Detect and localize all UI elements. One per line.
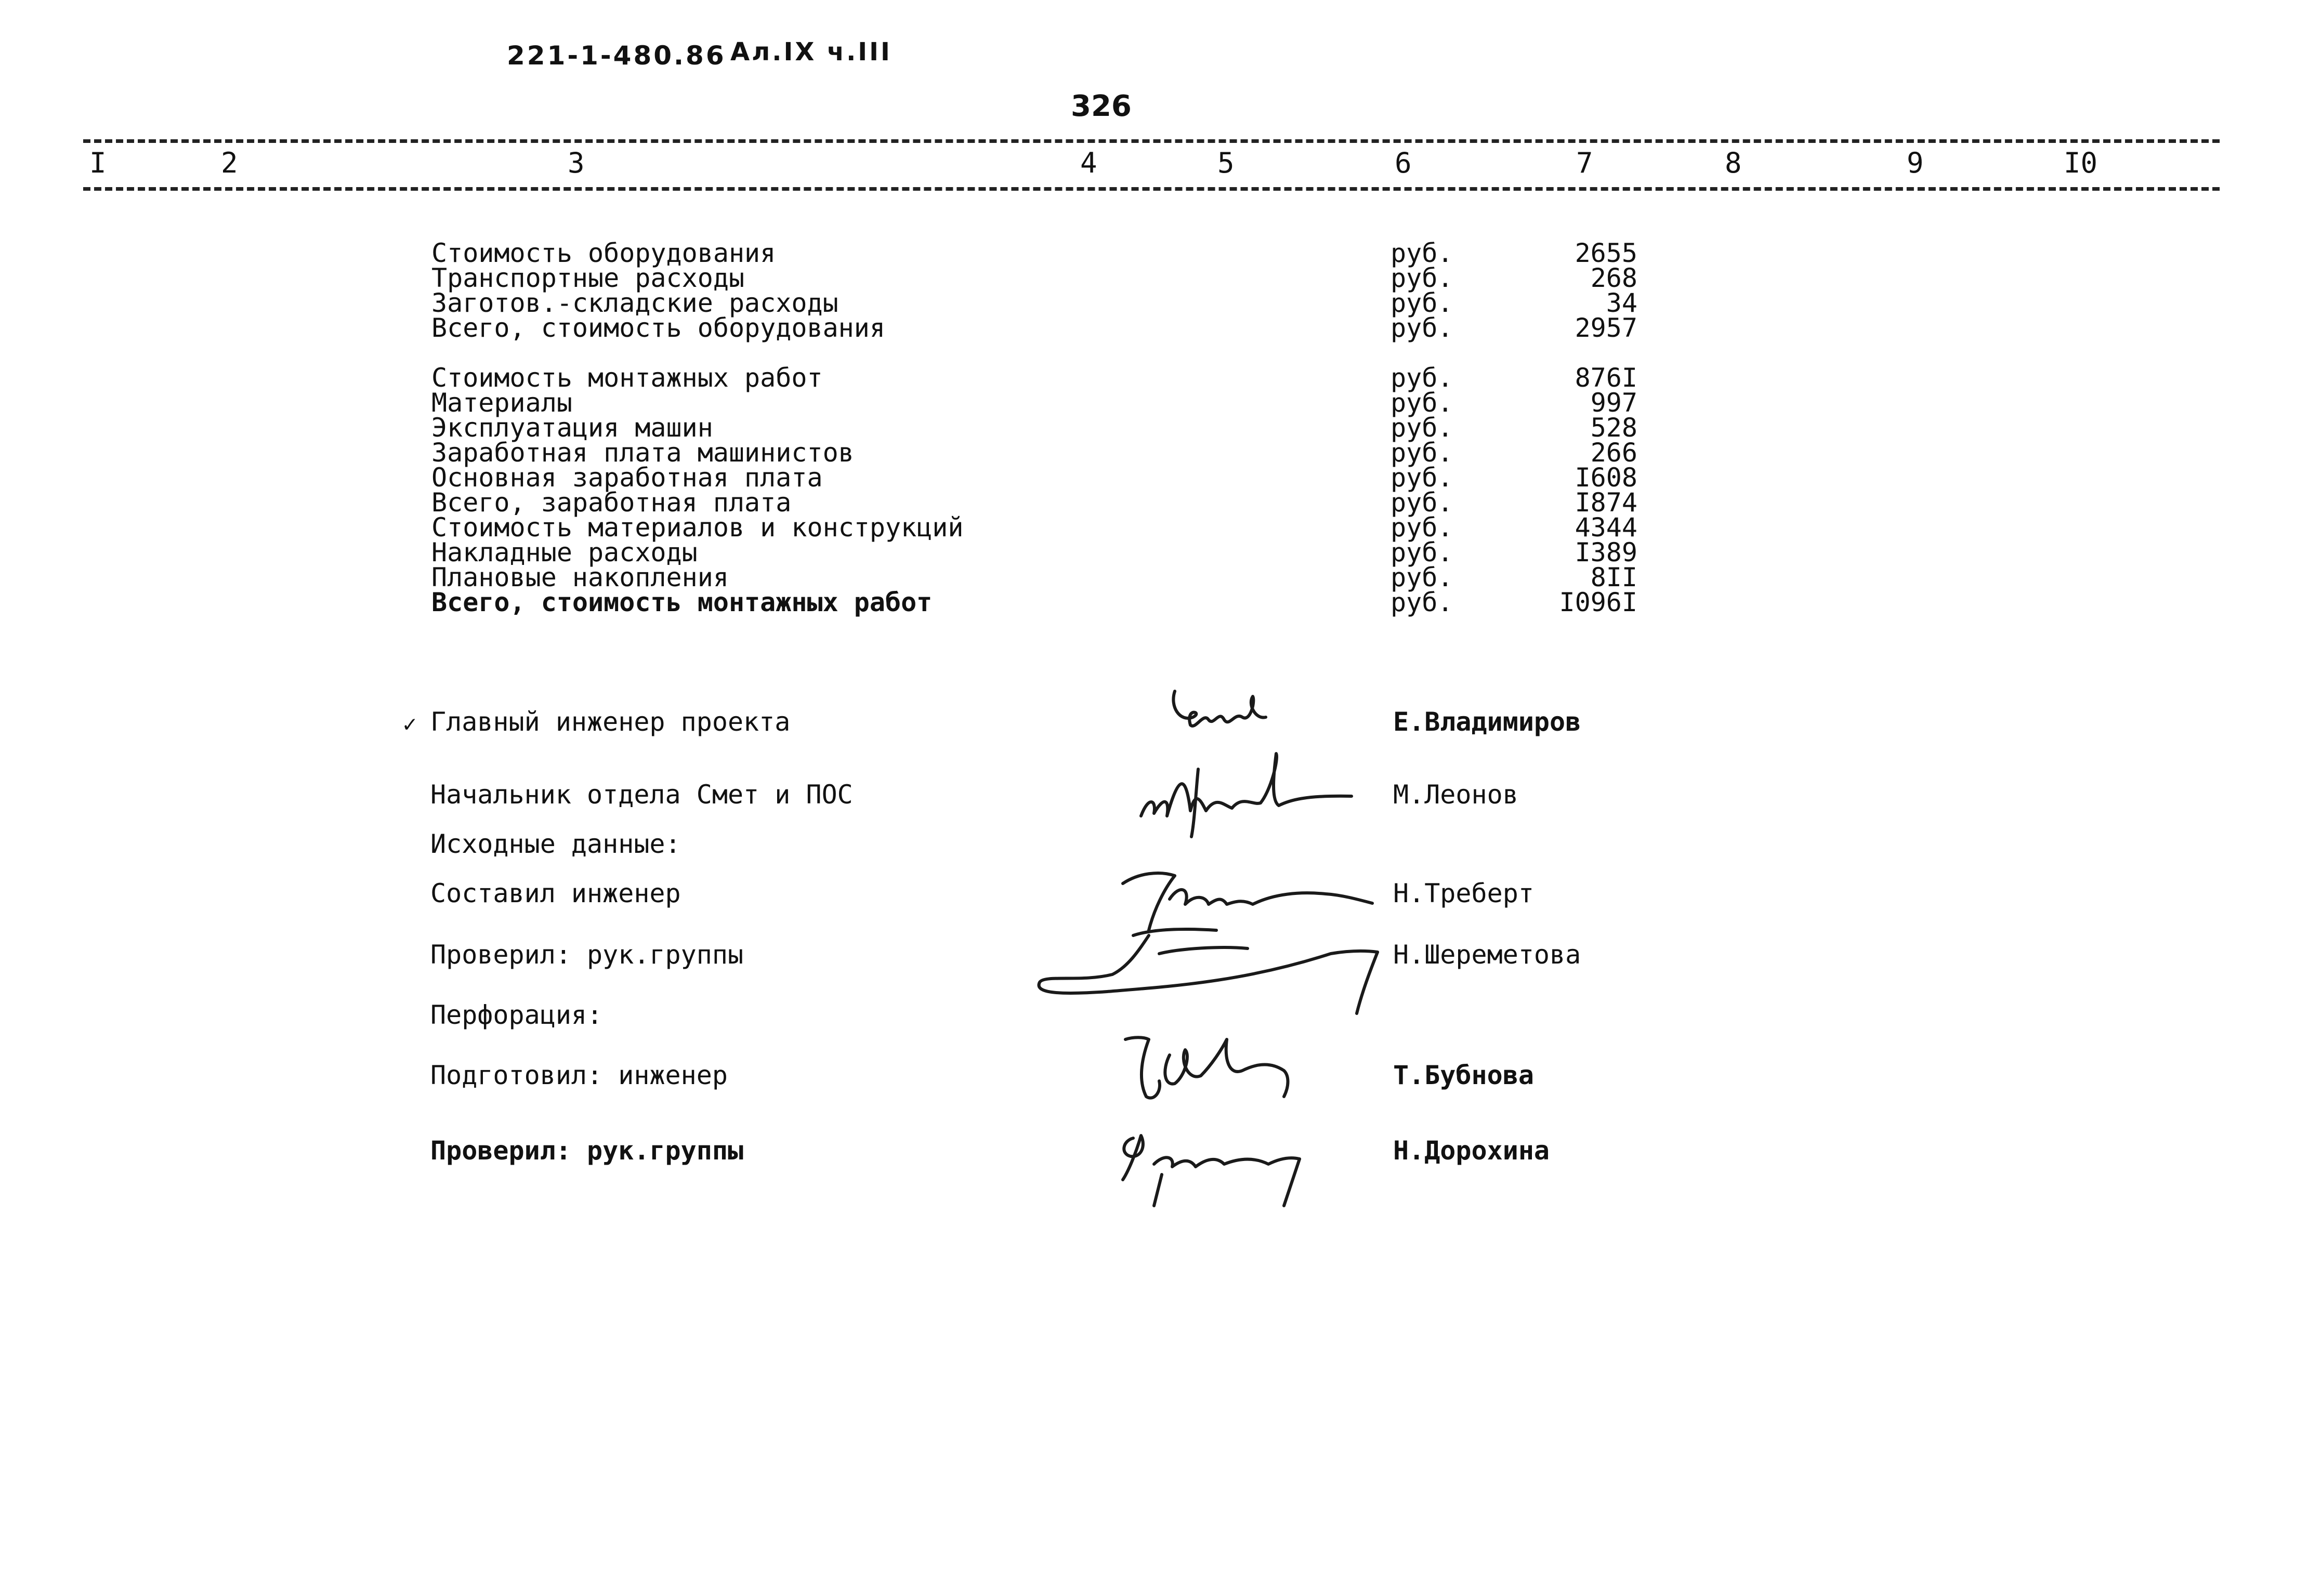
cost-label: Материалы: [431, 388, 572, 418]
cost-unit: руб.: [1391, 388, 1453, 418]
signature-role: Исходные данные:: [430, 829, 681, 859]
column-number: 2: [221, 147, 238, 179]
signature-name: Н.Дорохина: [1393, 1136, 1550, 1166]
cost-row: [0, 238, 2308, 268]
cost-unit: руб.: [1391, 413, 1453, 443]
header-rule-bottom: [83, 187, 2220, 191]
cost-label: Эксплуатация машин: [431, 413, 713, 443]
cost-value: 268: [1590, 263, 1637, 293]
cost-row: [0, 537, 2308, 568]
cost-value: 4344: [1575, 512, 1637, 543]
cost-row: [0, 363, 2308, 393]
cost-unit: руб.: [1391, 438, 1453, 468]
cost-row: [0, 487, 2308, 518]
cost-value: 266: [1590, 438, 1637, 468]
cost-value: 528: [1590, 413, 1637, 443]
cost-unit: руб.: [1391, 487, 1453, 518]
column-number: I0: [2064, 147, 2098, 179]
cost-unit: руб.: [1391, 363, 1453, 393]
cost-row: [0, 288, 2308, 318]
cost-value: 997: [1590, 388, 1637, 418]
check-mark-icon: ✓: [403, 711, 417, 737]
signature-role: Главный инженер проекта: [430, 707, 791, 737]
cost-value: I608: [1575, 463, 1637, 493]
signature-name: Н.Шереметова: [1393, 940, 1581, 970]
header-rule-top: [83, 139, 2220, 143]
cost-label: Всего, заработная плата: [431, 487, 792, 518]
signature-role: Проверил: рук.группы: [430, 940, 744, 970]
cost-unit: руб.: [1391, 562, 1453, 592]
page-number: 326: [1071, 89, 1132, 123]
cost-unit: руб.: [1391, 313, 1453, 343]
cost-value: I096I: [1559, 587, 1637, 617]
cost-unit: руб.: [1391, 587, 1453, 617]
signature-role: Составил инженер: [430, 878, 681, 908]
column-number: 8: [1725, 147, 1742, 179]
column-number: 5: [1217, 147, 1235, 179]
cost-row: [0, 438, 2308, 468]
cost-unit: руб.: [1391, 463, 1453, 493]
cost-unit: руб.: [1391, 288, 1453, 318]
cost-value: I874: [1575, 487, 1637, 518]
cost-label: Заработная плата машинистов: [431, 438, 854, 468]
signature-name: Т.Бубнова: [1393, 1060, 1534, 1090]
column-number: 4: [1080, 147, 1097, 179]
signature-row-chief-engineer: [0, 707, 2308, 738]
signature-name: М.Леонов: [1393, 780, 1518, 810]
cost-row: [0, 313, 2308, 343]
signature-role: Проверил: рук.группы: [430, 1136, 744, 1166]
cost-row: [0, 463, 2308, 493]
cost-value: 876I: [1575, 363, 1637, 393]
cost-row: [0, 512, 2308, 543]
cost-value: I389: [1575, 537, 1637, 568]
cost-value: 34: [1606, 288, 1637, 318]
signature-name: Е.Владимиров: [1393, 707, 1581, 737]
cost-label: Всего, стоимость монтажных работ: [431, 587, 933, 617]
signature-role: Начальник отдела Смет и ПОС: [430, 780, 853, 810]
cost-row: [0, 388, 2308, 418]
cost-unit: руб.: [1391, 537, 1453, 568]
cost-label: Стоимость монтажных работ: [431, 363, 823, 393]
cost-label: Стоимость оборудования: [431, 238, 776, 268]
cost-row: [0, 562, 2308, 592]
cost-value: 8II: [1590, 562, 1637, 592]
signature-row-source-data: [0, 829, 2308, 860]
cost-row: [0, 263, 2308, 293]
handwritten-signature-prepared: [1112, 1019, 1320, 1123]
cost-row: [0, 413, 2308, 443]
column-number: 6: [1395, 147, 1412, 179]
cost-unit: руб.: [1391, 512, 1453, 543]
cost-label: Основная заработная плата: [431, 463, 823, 493]
cost-value: 2957: [1575, 313, 1637, 343]
signature-role: Перфорация:: [430, 1000, 603, 1030]
cost-label: Транспортные расходы: [431, 263, 745, 293]
signature-name: Н.Треберт: [1393, 878, 1534, 908]
cost-label: Заготов.-складские расходы: [431, 288, 838, 318]
column-number: 9: [1907, 147, 1924, 179]
cost-label: Плановые накопления: [431, 562, 729, 592]
cost-unit: руб.: [1391, 263, 1453, 293]
handwritten-signature-checked-2: [1112, 1123, 1341, 1211]
handwritten-signature-chief-engineer: [1164, 681, 1279, 738]
handwritten-signature-dept-head: [1133, 738, 1362, 842]
signature-role: Подготовил: инженер: [430, 1060, 728, 1090]
document-code: 221-1-480.86: [507, 41, 726, 71]
cost-label: Стоимость материалов и конструкций: [431, 512, 964, 543]
cost-label: Накладные расходы: [431, 537, 698, 568]
cost-label: Всего, стоимость оборудования: [431, 313, 885, 343]
document-reference: Ал.IX ч.III: [730, 37, 892, 67]
cost-row: [0, 587, 2308, 617]
column-number: I: [89, 147, 107, 179]
column-number: 3: [568, 147, 585, 179]
cost-unit: руб.: [1391, 238, 1453, 268]
column-number: 7: [1576, 147, 1593, 179]
cost-value: 2655: [1575, 238, 1637, 268]
